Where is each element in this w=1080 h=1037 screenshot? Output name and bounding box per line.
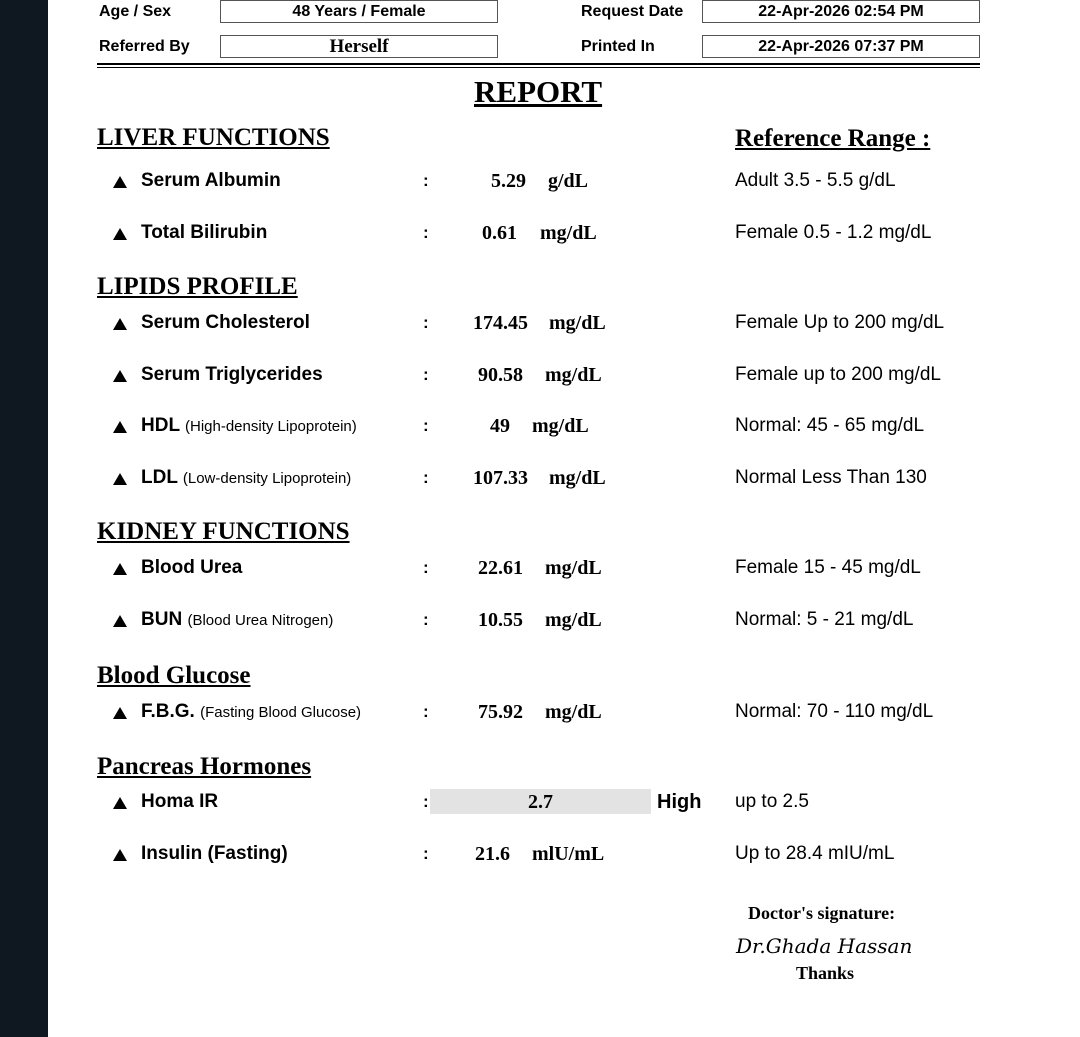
test-reference: Female up to 200 mg/dL [735, 364, 941, 385]
test-name: Blood Urea [141, 557, 243, 578]
left-dark-margin [0, 0, 48, 1037]
test-reference: Normal: 5 - 21 mg/dL [735, 609, 914, 630]
test-name [141, 467, 351, 489]
triangle-icon [113, 176, 127, 188]
section-lipids: LIPIDS PROFILE [97, 273, 298, 300]
test-unit: mg/dL [532, 415, 589, 437]
test-description: (Blood Urea Nitrogen) [187, 612, 334, 629]
test-colon: : [423, 416, 429, 435]
printed-in-label: Printed In [581, 38, 655, 55]
test-description: (High-density Lipoprotein) [185, 418, 357, 435]
test-value: 21.6 [475, 843, 510, 865]
thanks-text: Thanks [796, 963, 855, 983]
test-name: Serum Cholesterol [141, 312, 310, 333]
request-date-label: Request Date [581, 3, 684, 20]
test-name: Homa IR [141, 791, 219, 812]
test-reference: Normal Less Than 130 [735, 467, 927, 488]
test-flag-high: High [657, 791, 702, 813]
test-colon: : [423, 844, 429, 863]
test-reference: up to 2.5 [735, 791, 809, 812]
test-colon: : [423, 171, 429, 190]
test-colon: : [423, 702, 429, 721]
test-name: Total Bilirubin [141, 222, 268, 243]
report-title: REPORT [474, 74, 603, 109]
test-colon: : [423, 313, 429, 332]
test-colon: : [423, 468, 429, 487]
test-name [141, 415, 357, 437]
test-reference: Female Up to 200 mg/dL [735, 312, 945, 333]
test-value: 49 [490, 415, 510, 437]
test-value: 107.33 [473, 467, 528, 489]
test-unit: mg/dL [549, 312, 606, 334]
test-description: (Low-density Lipoprotein) [182, 470, 352, 487]
triangle-icon [113, 797, 127, 809]
test-value: 2.7 [528, 791, 553, 813]
section-pancreas: Pancreas Hormones [97, 753, 312, 780]
test-colon: : [423, 792, 429, 811]
test-name [141, 701, 361, 723]
doctor-signature: Dr.Ghada Hassan [736, 934, 913, 958]
test-abbrev: LDL [141, 467, 178, 488]
triangle-icon [113, 473, 127, 485]
test-colon: : [423, 558, 429, 577]
triangle-icon [113, 228, 127, 240]
test-name: Insulin (Fasting) [141, 843, 288, 864]
test-unit: mg/dL [549, 467, 606, 489]
test-colon: : [423, 365, 429, 384]
test-value: 10.55 [478, 609, 523, 631]
test-reference: Up to 28.4 mIU/mL [735, 843, 895, 864]
referred-by-value: Herself [220, 35, 498, 58]
age-sex-label: Age / Sex [99, 3, 172, 20]
test-unit: mg/dL [545, 701, 602, 723]
triangle-icon [113, 707, 127, 719]
test-unit: g/dL [548, 170, 589, 192]
test-reference: Female 0.5 - 1.2 mg/dL [735, 222, 932, 243]
triangle-icon [113, 421, 127, 433]
reference-range-heading: Reference Range : [735, 125, 931, 152]
section-kidney: KIDNEY FUNCTIONS [97, 518, 350, 545]
test-abbrev: F.B.G. [141, 701, 195, 722]
triangle-icon [113, 615, 127, 627]
test-unit: mg/dL [540, 222, 597, 244]
test-name [141, 609, 333, 631]
test-name: Serum Triglycerides [141, 364, 323, 385]
printed-in-value: 22-Apr-2026 07:37 PM [702, 35, 980, 58]
test-value: 174.45 [473, 312, 528, 334]
test-colon: : [423, 610, 429, 629]
header-rule-thin [97, 67, 980, 68]
triangle-icon [113, 370, 127, 382]
test-unit: mlU/mL [532, 843, 605, 865]
test-reference: Adult 3.5 - 5.5 g/dL [735, 170, 896, 191]
signature-title: Doctor's signature: [748, 903, 896, 923]
referred-by-label: Referred By [99, 38, 190, 55]
test-reference: Female 15 - 45 mg/dL [735, 557, 921, 578]
triangle-icon [113, 318, 127, 330]
test-reference: Normal: 45 - 65 mg/dL [735, 415, 925, 436]
section-liver: LIVER FUNCTIONS [97, 124, 330, 151]
header-rule [97, 63, 980, 65]
test-colon: : [423, 223, 429, 242]
test-name: Serum Albumin [141, 170, 281, 191]
test-value: 75.92 [478, 701, 523, 723]
test-abbrev: HDL [141, 415, 180, 436]
test-value: 90.58 [478, 364, 523, 386]
test-unit: mg/dL [545, 557, 602, 579]
triangle-icon [113, 849, 127, 861]
test-unit: mg/dL [545, 364, 602, 386]
test-abbrev: BUN [141, 609, 183, 630]
section-glucose: Blood Glucose [97, 662, 251, 689]
triangle-icon [113, 563, 127, 575]
age-sex-value: 48 Years / Female [220, 0, 498, 23]
test-value: 22.61 [478, 557, 523, 579]
test-description: (Fasting Blood Glucose) [200, 704, 362, 721]
test-unit: mg/dL [545, 609, 602, 631]
test-value: 5.29 [491, 170, 526, 192]
test-reference: Normal: 70 - 110 mg/dL [735, 701, 934, 722]
test-value: 0.61 [482, 222, 517, 244]
request-date-value: 22-Apr-2026 02:54 PM [702, 0, 980, 23]
